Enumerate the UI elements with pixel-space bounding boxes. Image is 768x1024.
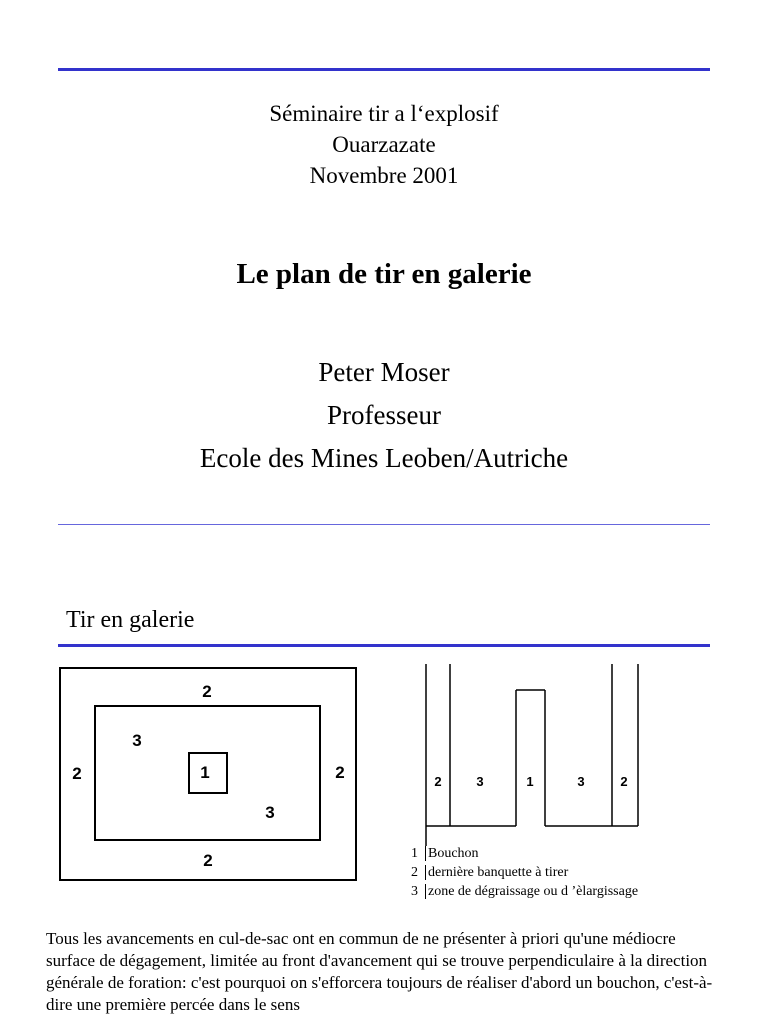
legend-num: 1	[411, 846, 418, 861]
label-center: 1	[200, 763, 210, 782]
author-name: Peter Moser	[318, 357, 450, 387]
legend-num: 2	[411, 865, 418, 880]
front-view-diagram	[50, 660, 370, 890]
author-block	[0, 351, 768, 480]
legend-separator	[425, 865, 426, 880]
author-affiliation: Ecole des Mines Leoben/Autriche	[199, 443, 569, 473]
section-label-left-3: 3	[476, 774, 484, 789]
label-bottom: 2	[203, 851, 213, 870]
top-rule	[58, 68, 710, 71]
label-top: 2	[202, 682, 212, 701]
seminar-header	[0, 98, 768, 191]
seminar-location: Ouarzazate	[332, 132, 436, 157]
label-right: 2	[335, 763, 345, 782]
diagram-legend	[411, 844, 638, 901]
legend-num: 3	[411, 884, 418, 899]
section-title: Tir en galerie	[66, 607, 195, 633]
document-title: Le plan de tir en galerie	[236, 258, 532, 290]
seminar-title: Séminaire tir a l‘explosif	[269, 101, 499, 126]
section-label-right-2: 2	[620, 774, 628, 789]
section-view-diagram	[418, 660, 648, 846]
label-lower: 3	[265, 803, 275, 822]
section-label-1: 1	[526, 774, 534, 789]
legend-text: Bouchon	[428, 846, 479, 861]
divider-rule	[58, 524, 710, 525]
section-label-right-3: 3	[577, 774, 585, 789]
label-left: 2	[72, 764, 82, 783]
seminar-date: Novembre 2001	[309, 163, 459, 188]
legend-text: dernière banquette à tirer	[428, 865, 569, 880]
author-role: Professeur	[327, 400, 441, 430]
legend-item	[411, 863, 638, 882]
legend-separator	[425, 884, 426, 899]
section-rule	[58, 644, 710, 647]
body-paragraph: Tous les avancements en cul-de-sac ont en commun de ne présenter à priori qu'une médiocre surface de dégagement, limitée au front d'avancement qui se trouve perpendiculaire à la direction générale de foration: c'est pourquoi on s'efforcera toujours de réaliser d'abord un bouchon, c'est-à-dire une première percée dans le sens	[46, 929, 713, 1014]
label-upper: 3	[132, 731, 142, 750]
section-label-left-2: 2	[434, 774, 442, 789]
legend-item	[411, 844, 638, 863]
legend-text: zone de dégraissage ou d ’èlargissage	[428, 884, 639, 899]
legend-separator	[425, 846, 426, 861]
legend-item	[411, 882, 638, 901]
